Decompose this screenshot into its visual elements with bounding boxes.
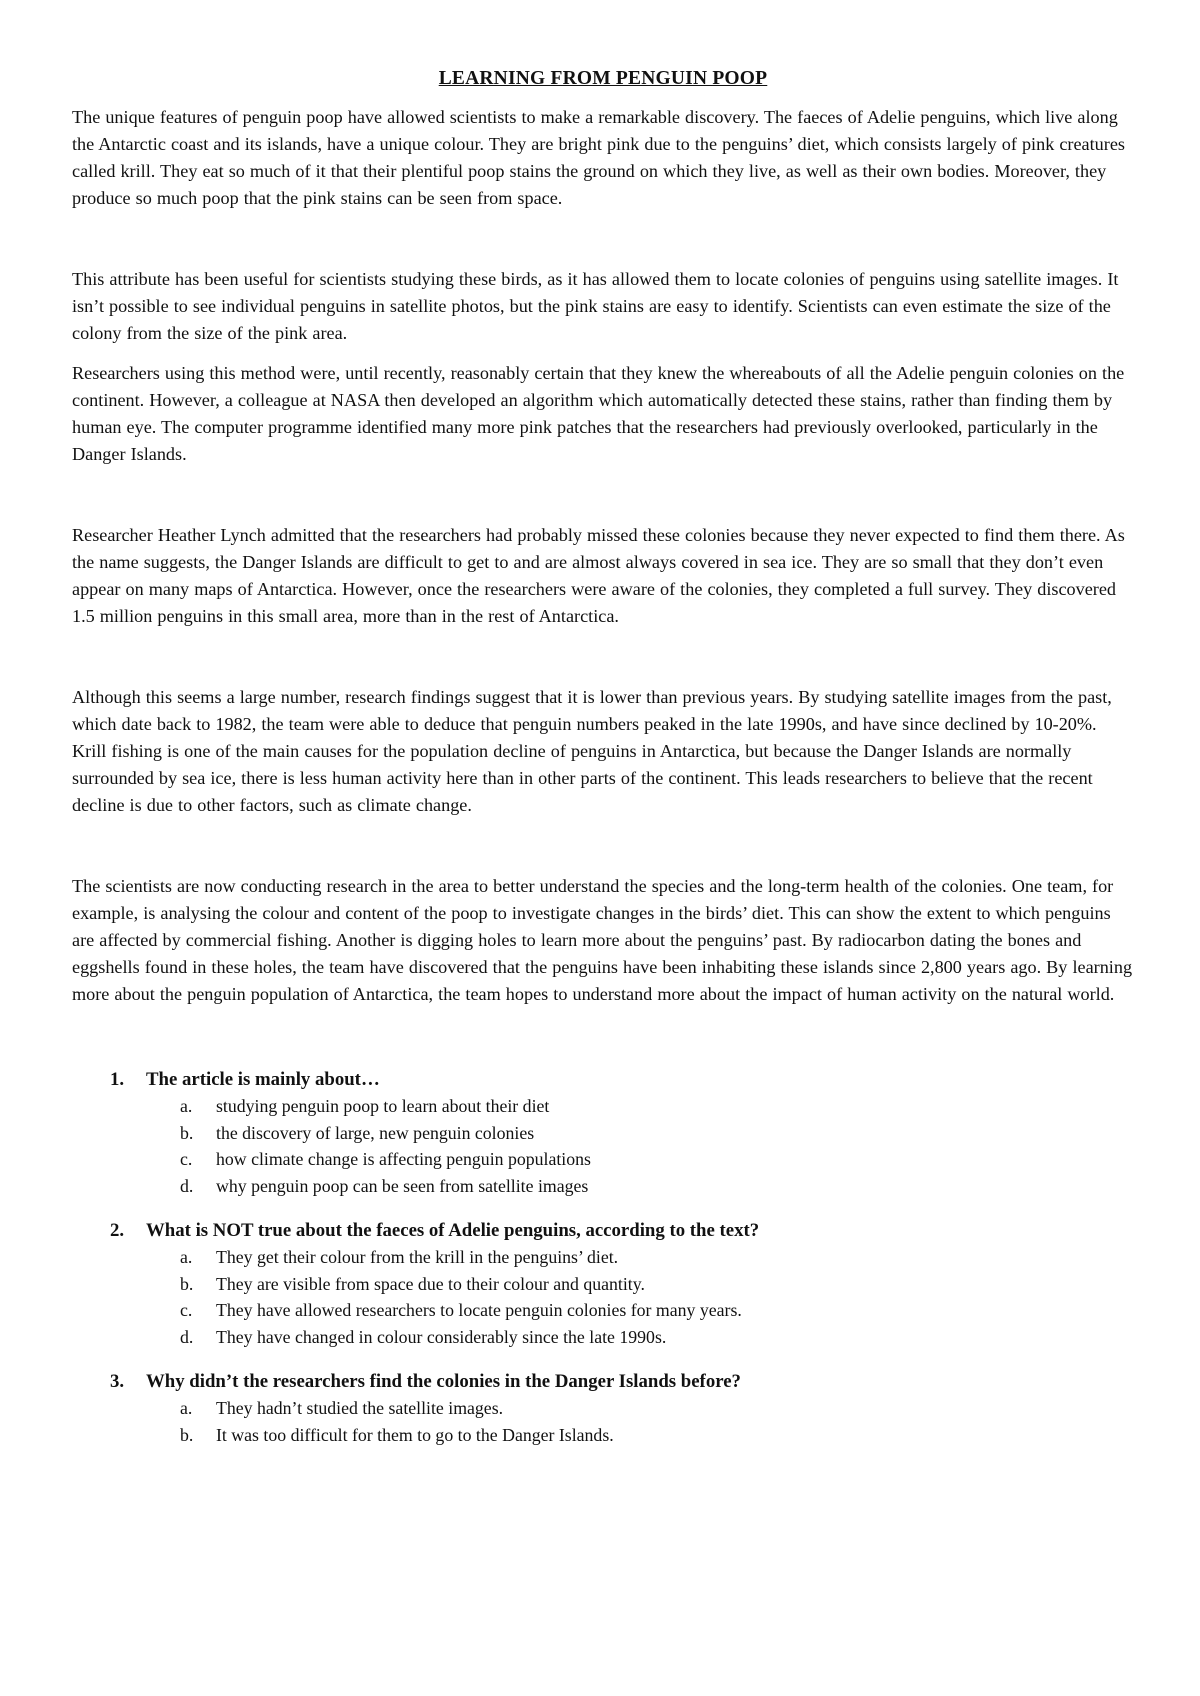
paragraph-spacer bbox=[72, 212, 1134, 266]
question-text: What is NOT true about the faeces of Adelie penguins, according to the text? bbox=[146, 1220, 760, 1241]
paragraph-spacer bbox=[72, 630, 1134, 684]
paragraph-5: Although this seems a large number, research findings suggest that it is lower than previous years. By studying satellite images from the past, which date back to 1982, the team were able to deduce that penguin numbers peaked in the late 1990s, and have since declined by 10-20%. Krill fishing is one of the main causes for the population decline of penguins in Antarctica, but because the Danger Islands are normally surrounded by sea ice, there is less human activity here than in other parts of the continent. This leads researchers to believe that the recent decline is due to other factors, such as climate change. bbox=[72, 687, 1112, 815]
option-text: why penguin poop can be seen from satellite images bbox=[216, 1175, 589, 1196]
question-1 bbox=[110, 1066, 1134, 1199]
document-title: LEARNING FROM PENGUIN POOP bbox=[438, 68, 768, 89]
option-b bbox=[180, 1271, 1134, 1298]
option-letter: b. bbox=[180, 1424, 194, 1445]
option-text: They get their colour from the krill in the penguins’ diet. bbox=[216, 1247, 619, 1267]
option-letter: c. bbox=[180, 1300, 193, 1320]
question-3 bbox=[110, 1368, 1134, 1448]
question-heading bbox=[110, 1217, 1134, 1244]
option-b bbox=[180, 1422, 1134, 1449]
option-text: the discovery of large, new penguin colonies bbox=[216, 1122, 535, 1143]
option-text: It was too difficult for them to go to the Danger Islands. bbox=[216, 1424, 614, 1445]
option-text: studying penguin poop to learn about their diet bbox=[216, 1096, 550, 1116]
option-c bbox=[180, 1297, 1134, 1324]
option-d bbox=[180, 1173, 1134, 1200]
question-text: Why didn’t the researchers find the colonies in the Danger Islands before? bbox=[146, 1371, 741, 1392]
paragraph-1: The unique features of penguin poop have allowed scientists to make a remarkable discovery. The faeces of Adelie penguins, which live along the Antarctic coast and its islands, have a unique colour. They are bright pink due to the penguins’ diet, which consists largely of pink creatures called krill. They eat so much of it that their plentiful poop stains the ground on which they live, as well as their own bodies. Moreover, they produce so much poop that the pink stains can be seen from space. bbox=[72, 107, 1125, 208]
option-letter: d. bbox=[180, 1326, 194, 1347]
paragraph-3: Researchers using this method were, until recently, reasonably certain that they knew the whereabouts of all the Adelie penguin colonies on the continent. However, a colleague at NASA then developed an algorithm which automatically detected these stains, rather than finding them by human eye. The computer programme identified many more pink patches that the researchers had previously overlooked, particularly in the Danger Islands. bbox=[72, 363, 1125, 464]
paragraph-6: The scientists are now conducting research in the area to better understand the species and the long-term health of the colonies. One team, for example, is analysing the colour and content of the poop to investigate changes in the birds’ diet. This can show the extent to which penguins are affected by commercial fishing. Another is digging holes to learn more about the penguins’ past. By radiocarbon dating the bones and eggshells found in these holes, the team have discovered that the penguins have been inhabiting these islands since 2,800 years ago. By learning more about the penguin population of Antarctica, the team hopes to understand more about the impact of human activity on the natural world. bbox=[72, 876, 1133, 1004]
option-text: They have changed in colour considerably since the late 1990s. bbox=[216, 1326, 667, 1347]
option-letter: a. bbox=[180, 1398, 193, 1418]
option-text: They hadn’t studied the satellite images. bbox=[216, 1398, 504, 1418]
option-list bbox=[110, 1244, 1134, 1350]
option-letter: a. bbox=[180, 1096, 193, 1116]
option-a bbox=[180, 1395, 1134, 1422]
question-heading bbox=[110, 1368, 1134, 1395]
option-d bbox=[180, 1324, 1134, 1351]
option-text: They are visible from space due to their colour and quantity. bbox=[216, 1273, 645, 1294]
paragraph-spacer bbox=[72, 819, 1134, 873]
option-text: They have allowed researchers to locate penguin colonies for many years. bbox=[216, 1300, 742, 1320]
option-list bbox=[110, 1395, 1134, 1448]
questions-section bbox=[72, 1066, 1134, 1448]
question-2 bbox=[110, 1217, 1134, 1350]
question-heading bbox=[110, 1066, 1134, 1093]
question-number: 2. bbox=[110, 1220, 125, 1241]
option-letter: d. bbox=[180, 1175, 194, 1196]
option-c bbox=[180, 1146, 1134, 1173]
question-number: 1. bbox=[110, 1069, 125, 1090]
paragraph-4: Researcher Heather Lynch admitted that the researchers had probably missed these colonies because they never expected to find them there. As the name suggests, the Danger Islands are difficult to get to and are almost always covered in sea ice. They are so small that they don’t even appear on many maps of Antarctica. However, once the researchers were aware of the colonies, they completed a full survey. They discovered 1.5 million penguins in this small area, more than in the rest of Antarctica. bbox=[72, 525, 1125, 626]
option-b bbox=[180, 1120, 1134, 1147]
option-a bbox=[180, 1093, 1134, 1120]
option-letter: b. bbox=[180, 1122, 194, 1143]
paragraph-spacer bbox=[72, 347, 1134, 360]
option-letter: b. bbox=[180, 1273, 194, 1294]
option-letter: a. bbox=[180, 1247, 193, 1267]
option-letter: c. bbox=[180, 1149, 193, 1169]
question-text: The article is mainly about… bbox=[146, 1069, 380, 1090]
paragraph-spacer bbox=[72, 468, 1134, 522]
question-number: 3. bbox=[110, 1371, 125, 1392]
paragraph-2: This attribute has been useful for scientists studying these birds, as it has allowed them to locate colonies of penguins using satellite images. It isn’t possible to see individual penguins in satellite photos, but the pink stains are easy to identify. Scientists can even estimate the size of the colony from the size of the pink area. bbox=[72, 269, 1119, 343]
document-page bbox=[72, 68, 1134, 1466]
option-list bbox=[110, 1093, 1134, 1199]
option-a bbox=[180, 1244, 1134, 1271]
option-text: how climate change is affecting penguin populations bbox=[216, 1149, 591, 1169]
